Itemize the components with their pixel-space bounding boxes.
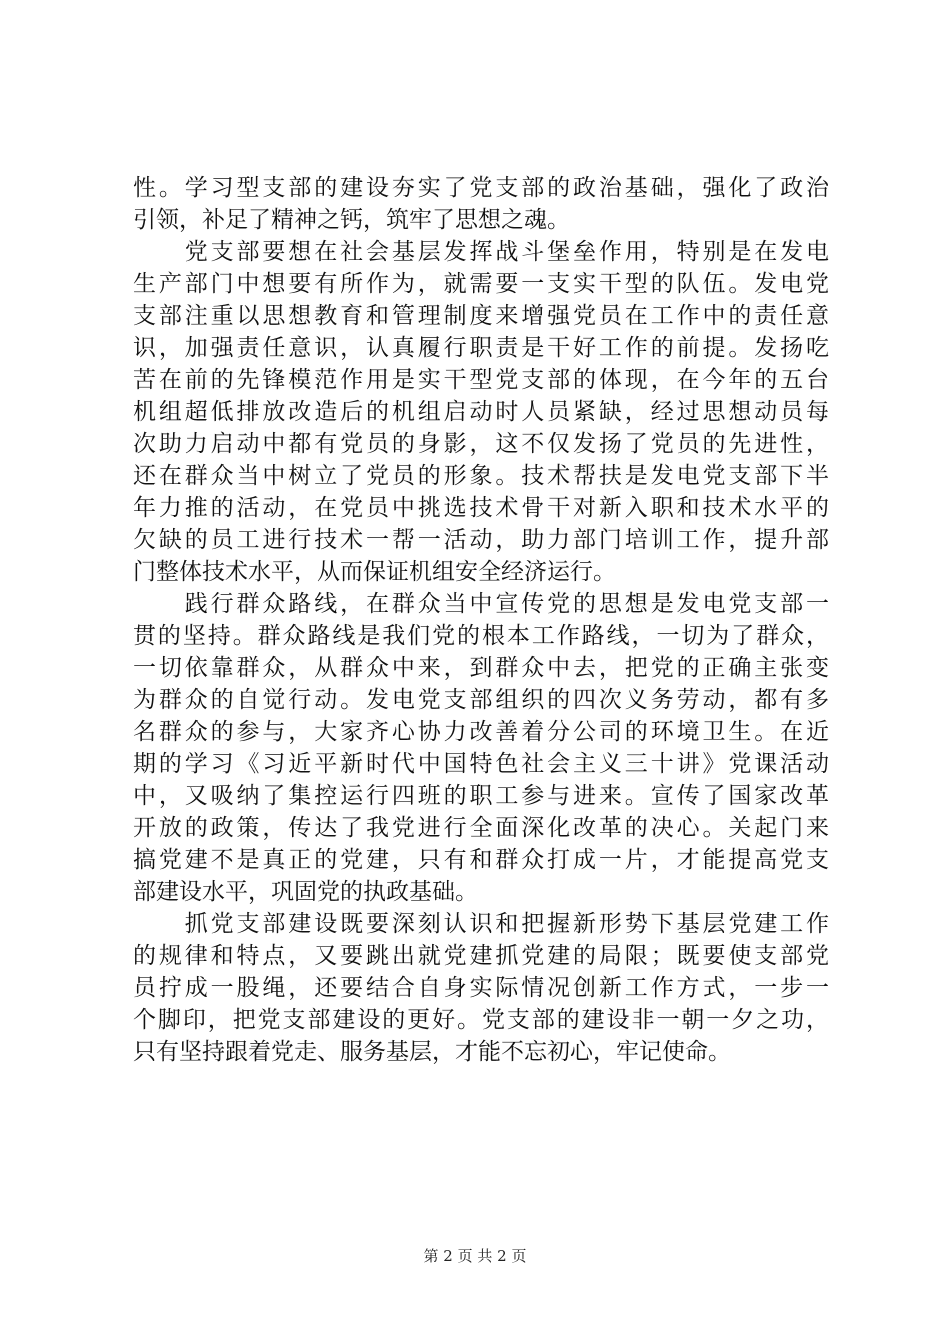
text-line: 生产部门中想要有所作为，就需要一支实干型的队伍。发电党 bbox=[133, 271, 829, 297]
text-line: 的规律和特点，又要跳出就党建抓党建的局限；既要使支部党 bbox=[133, 943, 829, 969]
document-body bbox=[133, 172, 829, 1068]
text-line: 中，又吸纳了集控运行四班的职工参与进来。宣传了国家改革 bbox=[133, 783, 829, 809]
text-line: 还在群众当中树立了党员的形象。技术帮扶是发电党支部下半 bbox=[133, 463, 829, 489]
text-line: 期的学习《习近平新时代中国特色社会主义三十讲》党课活动 bbox=[133, 751, 829, 777]
text-line: 支部注重以思想教育和管理制度来增强党员在工作中的责任意 bbox=[133, 303, 829, 329]
text-line: 名群众的参与，大家齐心协力改善着分公司的环境卫生。在近 bbox=[133, 719, 829, 745]
text-line: 引领，补足了精神之钙，筑牢了思想之魂。 bbox=[133, 207, 570, 233]
text-line: 机组超低排放改造后的机组启动时人员紧缺，经过思想动员每 bbox=[133, 399, 829, 425]
text-line: 门整体技术水平，从而保证机组安全经济运行。 bbox=[133, 559, 616, 585]
text-line: 开放的政策，传达了我党进行全面深化改革的决心。关起门来 bbox=[133, 815, 829, 841]
text-line: 识，加强责任意识，认真履行职责是干好工作的前提。发扬吃 bbox=[133, 335, 829, 361]
text-line: 只有坚持跟着党走、服务基层，才能不忘初心，牢记使命。 bbox=[133, 1039, 731, 1065]
text-line: 贯的坚持。群众路线是我们党的根本工作路线，一切为了群众， bbox=[133, 623, 829, 649]
text-line: 苦在前的先锋模范作用是实干型党支部的体现，在今年的五台 bbox=[133, 367, 829, 393]
text-line: 次助力启动中都有党员的身影，这不仅发扬了党员的先进性， bbox=[133, 431, 829, 457]
page-footer: 第 2 页 共 2 页 bbox=[423, 1247, 527, 1265]
text-line: 搞党建不是真正的党建，只有和群众打成一片，才能提高党支 bbox=[133, 847, 829, 873]
text-line: 员拧成一股绳，还要结合自身实际情况创新工作方式，一步一 bbox=[133, 975, 829, 1001]
text-line: 欠缺的员工进行技术一帮一活动，助力部门培训工作，提升部 bbox=[133, 527, 829, 553]
text-line: 党支部要想在社会基层发挥战斗堡垒作用，特别是在发电 bbox=[133, 239, 829, 265]
text-line: 部建设水平，巩固党的执政基础。 bbox=[133, 879, 478, 905]
text-line: 性。学习型支部的建设夯实了党支部的政治基础，强化了政治 bbox=[133, 175, 829, 201]
text-line: 践行群众路线，在群众当中宣传党的思想是发电党支部一 bbox=[133, 591, 829, 617]
text-line: 年力推的活动，在党员中挑选技术骨干对新入职和技术水平的 bbox=[133, 495, 829, 521]
text-line: 一切依靠群众，从群众中来，到群众中去，把党的正确主张变 bbox=[133, 655, 829, 681]
text-line: 个脚印，把党支部建设的更好。党支部的建设非一朝一夕之功， bbox=[133, 1007, 829, 1033]
text-line: 抓党支部建设既要深刻认识和把握新形势下基层党建工作 bbox=[133, 911, 829, 937]
text-line: 为群众的自觉行动。发电党支部组织的四次义务劳动，都有多 bbox=[133, 687, 829, 713]
